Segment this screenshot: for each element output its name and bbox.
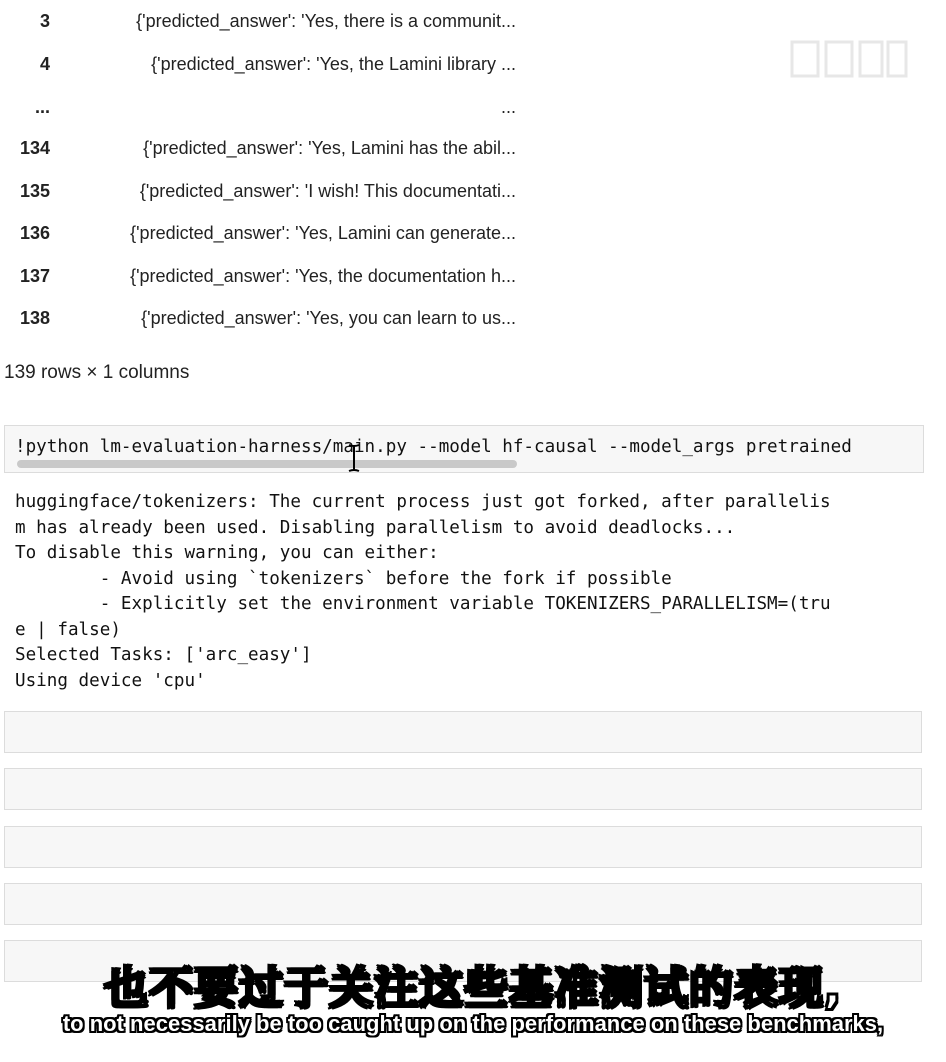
table-row — [0, 86, 540, 128]
row-index: 135 — [19, 181, 50, 201]
subtitle-english: to not necessarily be too caught up on the performance on these benchmarks, — [62, 1011, 884, 1036]
empty-code-cell[interactable] — [4, 768, 922, 810]
row-index: 134 — [19, 138, 50, 158]
watermark-logo — [790, 34, 910, 84]
row-index: ... — [34, 97, 50, 117]
horizontal-scrollbar[interactable] — [17, 460, 517, 468]
row-index: 136 — [19, 223, 50, 243]
row-value: {'predicted_answer': 'Yes, you can learn to us... — [141, 308, 516, 328]
table-row — [0, 43, 540, 85]
row-value: {'predicted_answer': 'Yes, Lamini has the abil... — [143, 138, 516, 158]
cell-output: huggingface/tokenizers: The current process just got forked, after parallelis m has already been used. Disabling parallelism to avoid deadlocks... To disable this warning, you can either: - Avoid using `tokenizers` before the fork if possible - Explicitly set the environment variable TOKENIZERS_PARALLELISM=(tru e | false) Selected Tasks: ['arc_easy'] Using device 'cpu' — [15, 492, 831, 691]
table-row — [0, 170, 540, 212]
table-row — [0, 297, 540, 339]
code-source[interactable]: !python lm-evaluation-harness/main.py --model hf-causal --model_args pretrained — [15, 437, 852, 457]
row-value: {'predicted_answer': 'Yes, there is a communit... — [136, 11, 516, 31]
row-value: {'predicted_answer': 'Yes, Lamini can generate... — [130, 223, 516, 243]
row-value: {'predicted_answer': 'I wish! This documentati... — [139, 181, 516, 201]
table-row — [0, 212, 540, 254]
row-value: {'predicted_answer': 'Yes, the documentation h... — [130, 266, 516, 286]
empty-code-cell[interactable] — [4, 826, 922, 868]
row-value: {'predicted_answer': 'Yes, the Lamini library ... — [151, 54, 516, 74]
code-cell-input[interactable] — [4, 425, 924, 473]
row-index: 137 — [19, 266, 50, 286]
table-row — [0, 0, 540, 42]
subtitle-chinese: 也不要过于关注这些基准测试的表现, — [104, 963, 842, 1014]
row-index: 4 — [39, 54, 50, 74]
empty-code-cell[interactable] — [4, 883, 922, 925]
row-value: ... — [500, 97, 516, 117]
empty-code-cell[interactable] — [4, 711, 922, 753]
row-index: 3 — [39, 11, 50, 31]
table-row — [0, 255, 540, 297]
text-cursor-icon — [347, 443, 361, 473]
dataframe-shape: 139 rows × 1 columns — [4, 362, 190, 383]
table-row — [0, 127, 540, 169]
row-index: 138 — [19, 308, 50, 328]
